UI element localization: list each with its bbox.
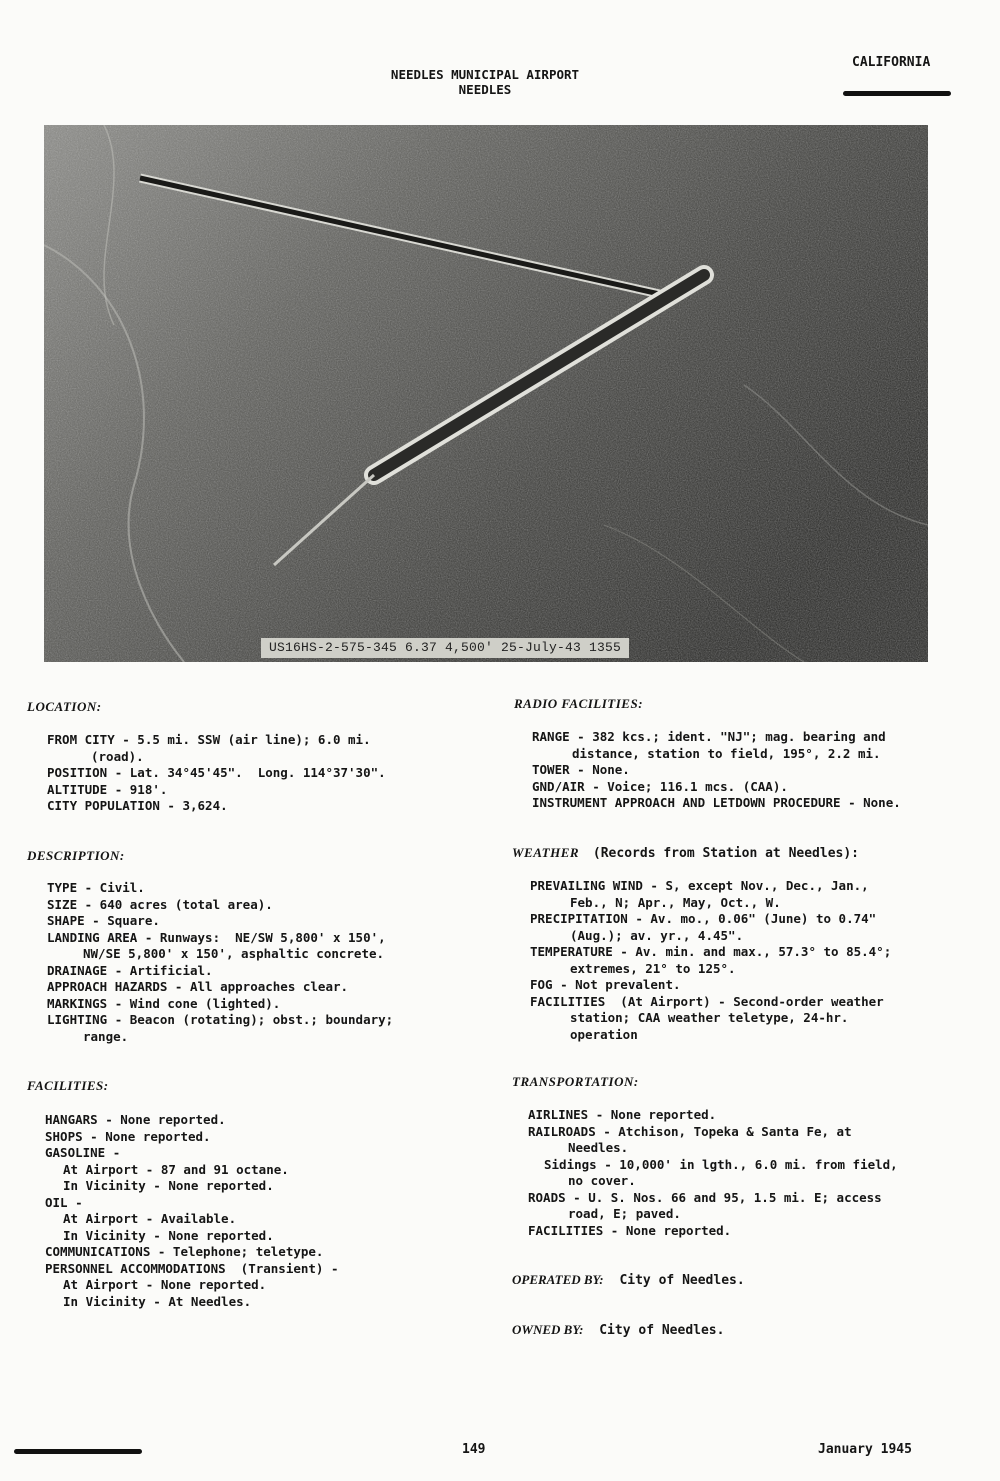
transportation-line: FACILITIES - None reported. — [528, 1222, 732, 1238]
facilities-line: In Vicinity - None reported. — [63, 1178, 274, 1193]
transportation-line: no cover. — [568, 1173, 636, 1188]
page-title — [330, 67, 640, 97]
description-line: TYPE - Civil. — [47, 880, 145, 895]
weather-line: PREVAILING WIND - S, except Nov., Dec., Jan., — [530, 878, 869, 893]
description-line: SIZE - 640 acres (total area). — [47, 896, 273, 912]
description-line: LIGHTING - Beacon (rotating); obst.; boundary; — [47, 1012, 394, 1027]
facilities-line: HANGARS - None reported. — [45, 1112, 226, 1127]
description-section — [47, 880, 393, 1045]
weather-line: FOG - Not prevalent. — [530, 977, 681, 992]
facilities-section — [45, 1112, 339, 1310]
transportation-line: Sidings - 10,000' in lgth., 6.0 mi. from field, — [544, 1156, 898, 1172]
radio-section — [532, 729, 901, 812]
transportation-line: AIRLINES - None reported. — [528, 1107, 717, 1122]
facilities-line: At Airport - 87 and 91 octane. — [63, 1161, 289, 1177]
location-line: CITY POPULATION - 3,624. — [47, 798, 228, 813]
state-label: CALIFORNIA — [852, 55, 931, 70]
facilities-line: At Airport - None reported. — [63, 1277, 267, 1292]
weather-subheading: (Records from Station at Needles): — [592, 846, 860, 861]
city-name: NEEDLES — [458, 82, 512, 97]
owned-by-label: OWNED BY: — [512, 1322, 584, 1337]
facilities-line: PERSONNEL ACCOMMODATIONS (Transient) - — [45, 1260, 339, 1276]
transportation-line: Needles. — [568, 1140, 629, 1155]
radio-line: RANGE - 382 kcs.; ident. "NJ"; mag. bearing and — [532, 729, 886, 744]
transportation-section — [528, 1107, 898, 1239]
weather-line: FACILITIES (At Airport) - Second-order weather — [530, 993, 884, 1009]
description-line: APPROACH HAZARDS - All approaches clear. — [47, 979, 349, 994]
weather-line: TEMPERATURE - Av. min. and max., 57.3° to 85.4°; — [530, 944, 892, 959]
location-section — [47, 732, 386, 815]
airport-name: NEEDLES MUNICIPAL AIRPORT — [390, 67, 580, 82]
facilities-line: In Vicinity - None reported. — [63, 1227, 274, 1243]
weather-line: operation — [570, 1026, 638, 1042]
location-line: ALTITUDE - 918'. — [47, 781, 168, 797]
location-line: POSITION - Lat. 34°45'45". Long. 114°37'30". — [47, 765, 386, 780]
weather-line: Feb., N; Apr., May, Oct., W. — [570, 894, 781, 910]
owned-by-value: City of Needles. — [599, 1323, 725, 1338]
transportation-heading: TRANSPORTATION: — [512, 1074, 639, 1089]
radio-heading: RADIO FACILITIES: — [514, 696, 644, 711]
description-line: LANDING AREA - Runways: NE/SW 5,800' x 150', — [47, 929, 386, 945]
description-heading: DESCRIPTION: — [27, 848, 125, 863]
description-line: DRAINAGE - Artificial. — [47, 962, 213, 978]
weather-line: (Aug.); av. yr., 4.45". — [570, 927, 744, 943]
facilities-line: In Vicinity - At Needles. — [63, 1293, 252, 1309]
location-line: (road). — [91, 748, 144, 764]
owned-by — [512, 1322, 724, 1340]
photo-caption: US16HS-2-575-345 6.37 4,500' 25-July-43 1355 — [261, 638, 629, 659]
weather-line: extremes, 21° to 125°. — [570, 960, 736, 976]
weather-line: station; CAA weather teletype, 24-hr. — [570, 1010, 849, 1025]
facilities-heading: FACILITIES: — [27, 1078, 109, 1093]
transportation-line: RAILROADS - Atchison, Topeka & Santa Fe, at — [528, 1123, 852, 1139]
facilities-line: At Airport - Available. — [63, 1211, 237, 1226]
description-line: SHAPE - Square. — [47, 913, 160, 928]
description-line: NW/SE 5,800' x 150', asphaltic concrete. — [83, 946, 385, 961]
operated-by — [512, 1272, 745, 1290]
facilities-line: SHOPS - None reported. — [45, 1128, 211, 1144]
radio-line: GND/AIR - Voice; 116.1 mcs. (CAA). — [532, 778, 788, 794]
facilities-line: OIL - — [45, 1194, 83, 1210]
transportation-line: road, E; paved. — [568, 1206, 681, 1221]
aerial-photo — [44, 125, 928, 662]
facilities-line: COMMUNICATIONS - Telephone; teletype. — [45, 1244, 324, 1259]
description-line: range. — [83, 1028, 129, 1044]
weather-line: PRECIPITATION - Av. mo., 0.06" (June) to 0.74" — [530, 911, 877, 926]
redaction-mark — [843, 91, 951, 96]
operated-by-value: City of Needles. — [619, 1273, 745, 1288]
operated-by-label: OPERATED BY: — [512, 1272, 604, 1287]
aerial-photo-image — [44, 125, 928, 662]
page-number: 149 — [462, 1442, 486, 1457]
radio-line: distance, station to field, 195°, 2.2 mi. — [572, 745, 881, 761]
location-line: FROM CITY - 5.5 mi. SSW (air line); 6.0 mi. — [47, 732, 371, 747]
description-line: MARKINGS - Wind cone (lighted). — [47, 995, 281, 1011]
weather-heading-row — [512, 845, 859, 863]
publication-date: January 1945 — [818, 1442, 912, 1457]
weather-heading: WEATHER — [512, 845, 580, 860]
radio-line: TOWER - None. — [532, 762, 630, 777]
footer-redaction-mark — [14, 1449, 142, 1454]
weather-section — [530, 878, 891, 1043]
location-heading: LOCATION: — [27, 699, 102, 714]
radio-line: INSTRUMENT APPROACH AND LETDOWN PROCEDURE - None. — [532, 795, 901, 810]
transportation-line: ROADS - U. S. Nos. 66 and 95, 1.5 mi. E; access — [528, 1189, 882, 1205]
facilities-line: GASOLINE - — [45, 1145, 121, 1160]
